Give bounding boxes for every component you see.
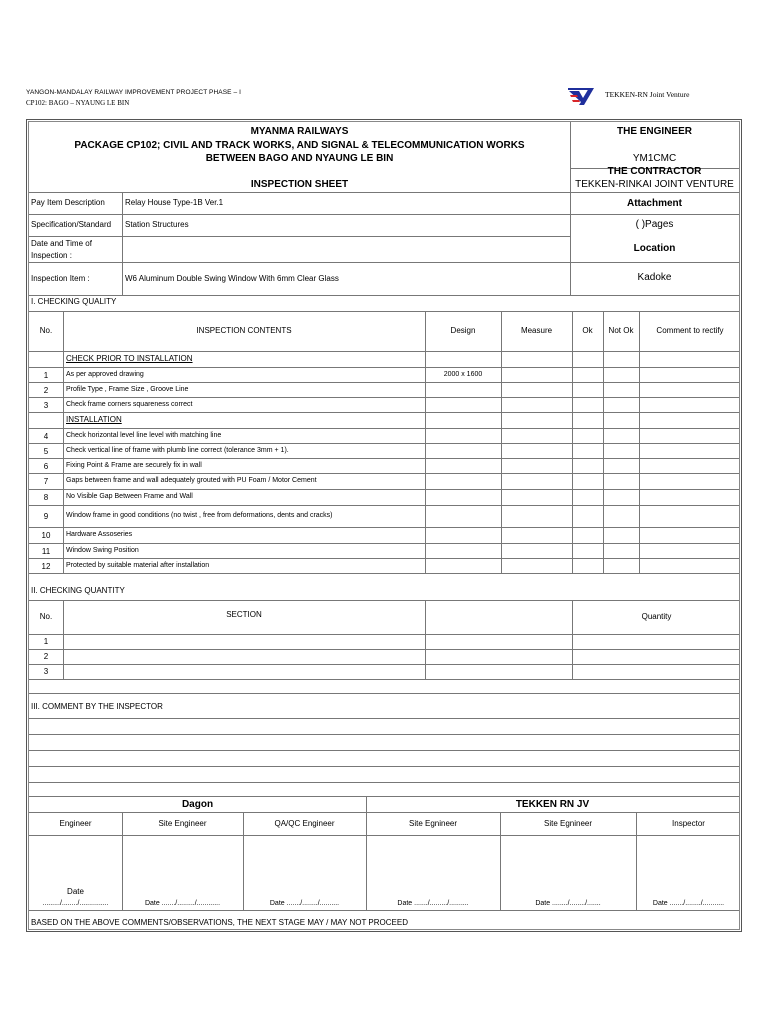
footer-note: BASED ON THE ABOVE COMMENTS/OBSERVATIONS, THE NEXT STAGE MAY / MAY NOT PROCEED: [31, 918, 408, 927]
not-ok-checkbox[interactable]: [605, 474, 637, 488]
signature-box[interactable]: [368, 838, 498, 888]
comment-cell[interactable]: [641, 528, 739, 542]
signature-role: Engineer: [59, 819, 92, 828]
jv-name: TEKKEN-RN Joint Venture: [605, 90, 690, 99]
not-ok-checkbox[interactable]: [605, 429, 637, 442]
comment-cell[interactable]: [641, 459, 739, 472]
date-label-line2: Inspection :: [31, 251, 72, 260]
engineer-label: THE ENGINEER: [616, 126, 692, 137]
ok-checkbox[interactable]: [574, 429, 601, 442]
signature-date-label: Date: [67, 887, 84, 896]
signature-date[interactable]: Date ......../......../.......: [535, 900, 601, 907]
ok-checkbox[interactable]: [574, 559, 601, 572]
measure-cell[interactable]: [503, 383, 570, 396]
measure-cell[interactable]: [503, 398, 570, 411]
signature-date[interactable]: Date ......./........./............: [144, 900, 221, 907]
quantity-section-title: II. CHECKING QUANTITY: [31, 586, 125, 595]
signature-box[interactable]: [31, 838, 120, 888]
measure-cell[interactable]: [503, 459, 570, 472]
quantity-header-section: SECTION: [226, 610, 262, 619]
signature-role: Site Egnineer: [543, 819, 593, 828]
pay-item-label: Pay Item Description: [31, 198, 105, 207]
project-title: YANGON-MANDALAY RAILWAY IMPROVEMENT PROJECT PHASE – I: [26, 89, 242, 96]
quality-item-no: 8: [43, 493, 49, 502]
signature-role: Inspector: [672, 819, 705, 828]
quality-item-text: Protected by suitable material after installation: [66, 561, 210, 569]
comment-cell[interactable]: [641, 429, 739, 442]
signature-date[interactable]: Date ......./......../..........: [269, 900, 340, 907]
measure-cell[interactable]: [503, 429, 570, 442]
quality-item-no: 10: [41, 531, 51, 540]
quality-header-design: Design: [450, 326, 476, 335]
inspection-item-value: W6 Aluminum Double Swing Window With 6mm Clear Glass: [125, 274, 339, 283]
measure-cell[interactable]: [503, 444, 570, 457]
quantity-value-cell[interactable]: [574, 650, 739, 663]
sheet-inner-border: [28, 121, 740, 930]
measure-cell[interactable]: [503, 506, 570, 526]
not-ok-checkbox[interactable]: [605, 398, 637, 411]
spec-label: Specification/Standard: [31, 220, 112, 229]
quality-item-no: 7: [43, 477, 49, 486]
inspection-sheet: [26, 119, 742, 932]
comment-cell[interactable]: [641, 398, 739, 411]
quality-section-title: I. CHECKING QUALITY: [31, 297, 117, 306]
quality-item-no: 11: [41, 546, 51, 556]
quality-header-ok: Ok: [582, 326, 593, 335]
quality-item-no: 12: [41, 561, 51, 571]
ok-checkbox[interactable]: [574, 383, 601, 396]
quantity-row-no: 2: [43, 652, 49, 661]
quantity-section-cell[interactable]: [65, 665, 423, 678]
quality-item-text: Gaps between frame and wall adequately grouted with PU Foam / Motor Cement: [66, 477, 317, 484]
quantity-section-cell[interactable]: [65, 635, 423, 648]
quality-item-design: 2000 x 1600: [443, 370, 483, 378]
measure-cell[interactable]: [503, 544, 570, 557]
not-ok-checkbox[interactable]: [605, 490, 637, 504]
not-ok-checkbox[interactable]: [605, 506, 637, 526]
location-value: Kadoke: [637, 272, 672, 283]
engineer-value: YM1CMC: [632, 153, 677, 164]
quality-item-no: 5: [43, 446, 49, 456]
quantity-value-cell[interactable]: [574, 665, 739, 678]
package-subtitle: CP102: BAGO – NYAUNG LE BIN: [26, 99, 130, 107]
quantity-header-no: No.: [39, 612, 53, 621]
signature-role: QA/QC Engineer: [274, 819, 335, 828]
not-ok-checkbox[interactable]: [605, 559, 637, 572]
signature-role: Site Egnineer: [408, 819, 458, 828]
quality-group-title: INSTALLATION: [66, 415, 122, 424]
signature-role: Site Engineer: [158, 819, 207, 828]
quantity-row-no: 3: [43, 667, 49, 676]
inspection-item-label: Inspection Item :: [31, 274, 90, 283]
quality-item-text: Profile Type , Frame Size , Groove Line: [66, 385, 189, 393]
quality-item-text: Check horizontal level line level with matching line: [66, 431, 222, 439]
comment-cell[interactable]: [641, 544, 739, 557]
date-label-line1: Date and Time of: [31, 239, 92, 248]
quality-item-no: 3: [43, 400, 49, 410]
quantity-row-no: 1: [43, 637, 49, 646]
quality-item-no: 4: [43, 431, 49, 441]
measure-cell[interactable]: [503, 368, 570, 381]
ok-checkbox[interactable]: [574, 490, 601, 504]
quality-item-text: As per approved drawing: [66, 370, 144, 378]
ok-checkbox[interactable]: [574, 474, 601, 488]
sign-group-dagon: Dagon: [181, 799, 214, 810]
spec-value: Station Structures: [125, 220, 189, 229]
measure-cell[interactable]: [503, 528, 570, 542]
pay-item-value: Relay House Type-1B Ver.1: [125, 198, 224, 207]
not-ok-checkbox[interactable]: [605, 368, 637, 381]
quality-item-text: Check frame corners squareness correct: [66, 400, 193, 408]
not-ok-checkbox[interactable]: [605, 544, 637, 557]
package-title: PACKAGE CP102; CIVIL AND TRACK WORKS, AND SIGNAL & TELECOMMUNICATION WORKS: [74, 140, 525, 151]
signature-date[interactable]: Date ......./......../...........: [652, 900, 725, 907]
measure-cell[interactable]: [503, 559, 570, 572]
not-ok-checkbox[interactable]: [605, 528, 637, 542]
quality-item-no: 6: [43, 461, 49, 471]
ok-checkbox[interactable]: [574, 444, 601, 457]
measure-cell[interactable]: [503, 490, 570, 504]
quantity-section-cell[interactable]: [65, 650, 423, 663]
comment-cell[interactable]: [641, 559, 739, 572]
contractor-label: THE CONTRACTOR: [607, 166, 702, 177]
ok-checkbox[interactable]: [574, 506, 601, 526]
quality-item-text: Window frame in good conditions (no twist , free from deformations, dents and cracks): [66, 512, 333, 519]
quality-header-measure: Measure: [520, 326, 553, 335]
comment-cell[interactable]: [641, 444, 739, 457]
comment-cell[interactable]: [641, 368, 739, 381]
not-ok-checkbox[interactable]: [605, 444, 637, 457]
signature-box[interactable]: [502, 838, 634, 888]
location-label: Location: [633, 243, 676, 254]
pages-field[interactable]: ( )Pages: [635, 219, 674, 230]
org-name: MYANMA RAILWAYS: [250, 126, 349, 137]
not-ok-checkbox[interactable]: [605, 459, 637, 472]
ok-checkbox[interactable]: [574, 544, 601, 557]
quality-header-no: No.: [39, 326, 53, 335]
package-location: BETWEEN BAGO AND NYAUNG LE BIN: [205, 153, 394, 164]
signature-date[interactable]: ........./......../...............: [42, 900, 109, 907]
quality-item-text: Hardware Assoseries: [66, 531, 133, 538]
quality-header-not-ok: Not Ok: [608, 326, 634, 335]
signature-box[interactable]: [638, 838, 739, 888]
measure-cell[interactable]: [503, 474, 570, 488]
ok-checkbox[interactable]: [574, 398, 601, 411]
comment-cell[interactable]: [641, 490, 739, 504]
signature-box[interactable]: [245, 838, 364, 888]
not-ok-checkbox[interactable]: [605, 383, 637, 396]
signature-box[interactable]: [124, 838, 241, 888]
ok-checkbox[interactable]: [574, 368, 601, 381]
comment-cell[interactable]: [641, 383, 739, 396]
quality-header-contents: INSPECTION CONTENTS: [196, 326, 292, 335]
comment-cell[interactable]: [641, 506, 739, 526]
ok-checkbox[interactable]: [574, 459, 601, 472]
quantity-value-cell[interactable]: [574, 635, 739, 648]
quality-item-text: Check vertical line of frame with plumb line correct (tolerance 3mm + 1).: [66, 446, 289, 454]
sign-group-tekken: TEKKEN RN JV: [515, 799, 590, 810]
quality-header-comment: Comment to rectify: [656, 326, 724, 335]
comment-cell[interactable]: [641, 474, 739, 488]
comment-section-title: III. COMMENT BY THE INSPECTOR: [31, 702, 163, 711]
quality-item-no: 9: [43, 512, 49, 521]
sheet-title: INSPECTION SHEET: [250, 179, 349, 190]
ok-checkbox[interactable]: [574, 528, 601, 542]
attachment-label: Attachment: [626, 198, 682, 209]
contractor-value: TEKKEN-RINKAI JOINT VENTURE: [575, 179, 734, 190]
quality-item-text: Window Swing Position: [66, 546, 139, 554]
signature-date[interactable]: Date ......./........./..........: [397, 900, 469, 907]
quality-item-text: No Visible Gap Between Frame and Wall: [66, 493, 193, 500]
jv-logo-icon: [567, 86, 595, 108]
quality-group-title: CHECK PRIOR TO INSTALLATION: [66, 354, 193, 363]
quality-item-no: 1: [43, 370, 49, 380]
quality-item-no: 2: [43, 385, 49, 395]
quantity-header-quantity: Quantity: [641, 612, 672, 621]
quality-item-text: Fixing Point & Frame are securely fix in wall: [66, 461, 202, 469]
